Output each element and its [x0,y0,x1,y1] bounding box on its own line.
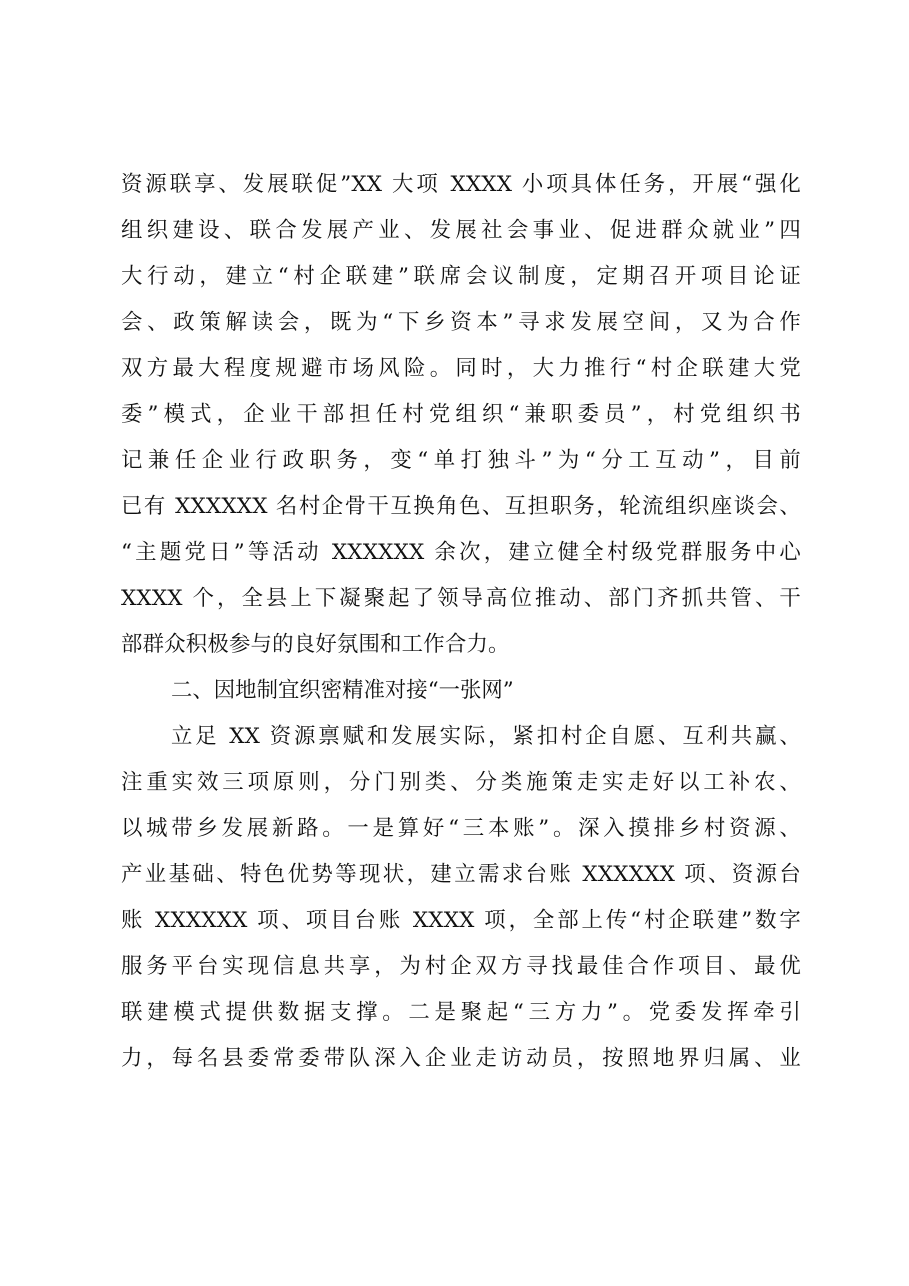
paragraph-1 [121,162,801,668]
text-line: XXXX 个，全县上下凝聚起了领导高位推动、部门齐抓共管、干 [121,586,801,611]
text-line: 双方最大程度规避市场风险。同时，大力推行“村企联建大党 [121,356,801,381]
text-line: “主题党日”等活动 XXXXXX 余次，建立健全村级党群服务中心 [121,540,801,565]
text-line: 委”模式，企业干部担任村党组织“兼职委员”，村党组织书 [121,402,801,427]
text-line: 部群众积极参与的良好氛围和工作合力。 [121,632,510,657]
text-line: 组织建设、联合发展产业、发展社会事业、促进群众就业”四 [121,218,801,243]
text-line: 立足 XX 资源禀赋和发展实际，紧扣村企自愿、互利共赢、 [171,724,801,749]
document-body [121,162,801,1082]
text-line: 账 XXXXXX 项、项目台账 XXXX 项，全部上传“村企联建”数字 [121,908,801,933]
text-line: 记兼任企业行政职务，变“单打独斗”为“分工互动”，目前 [121,448,801,473]
text-line: 资源联享、发展联促”XX 大项 XXXX 小项具体任务，开展“强化 [121,172,801,197]
text-line: 产业基础、特色优势等现状，建立需求台账 XXXXXX 项、资源台 [121,862,801,887]
text-line: 会、政策解读会，既为“下乡资本”寻求发展空间，又为合作 [121,310,801,335]
text-line: 已有 XXXXXX 名村企骨干互换角色、互担职务，轮流组织座谈会、 [121,494,801,519]
text-line: 服务平台实现信息共享，为村企双方寻找最佳合作项目、最优 [121,954,801,979]
text-line: 联建模式提供数据支撑。二是聚起“三方力”。党委发挥牵引 [121,1000,801,1025]
paragraph-2 [121,714,801,1082]
text-line: 以城带乡发展新路。一是算好“三本账”。深入摸排乡村资源、 [121,816,801,841]
text-line: 力，每名县委常委带队深入企业走访动员，按照地界归属、业 [121,1046,801,1071]
text-line: 大行动，建立“村企联建”联席会议制度，定期召开项目论证 [121,264,801,289]
section-heading: 二、因地制宜织密精准对接“一张网” [171,678,514,703]
text-line: 注重实效三项原则，分门别类、分类施策走实走好以工补农、 [121,770,801,795]
